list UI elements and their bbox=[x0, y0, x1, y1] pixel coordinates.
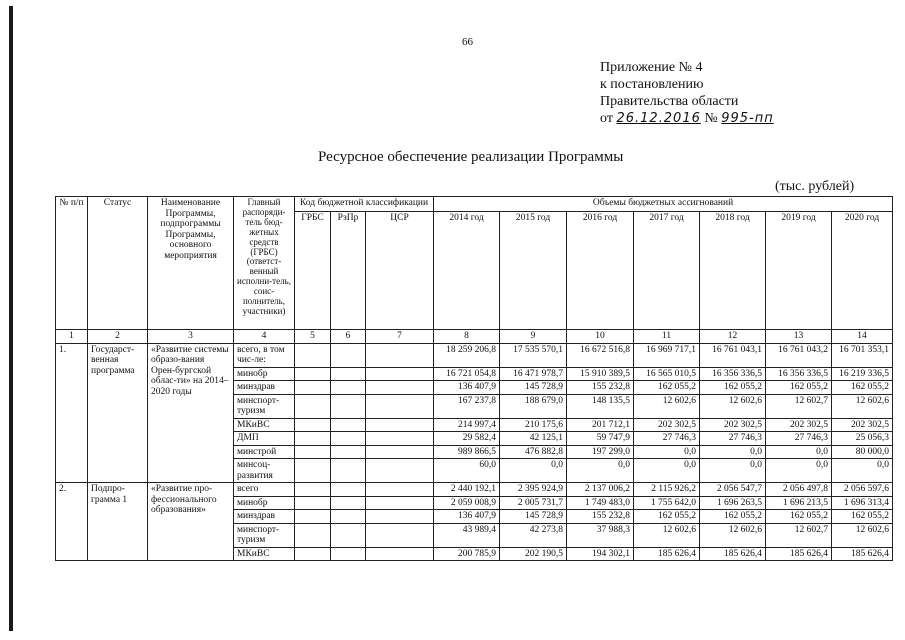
code-grbs-cell bbox=[295, 343, 331, 367]
header-status: Статус bbox=[88, 197, 148, 330]
amount-cell: 202 190,5 bbox=[500, 547, 567, 561]
appendix-line-1: Приложение № 4 bbox=[600, 60, 703, 75]
grbs-cell: всего bbox=[234, 483, 295, 497]
amount-cell: 145 728,9 bbox=[500, 510, 567, 524]
amount-cell: 0,0 bbox=[567, 459, 634, 483]
amount-cell: 202 302,5 bbox=[700, 418, 766, 432]
column-number-row bbox=[56, 330, 893, 344]
from-label: от bbox=[600, 111, 613, 126]
header-rzpr: РзПр bbox=[331, 212, 366, 330]
code-grbs-cell bbox=[295, 510, 331, 524]
amount-cell: 188 679,0 bbox=[500, 394, 567, 418]
code-csr-cell bbox=[366, 510, 434, 524]
amount-cell: 16 969 717,1 bbox=[634, 343, 700, 367]
status-cell: Подпро-грамма 1 bbox=[88, 483, 148, 561]
code-csr-cell bbox=[366, 381, 434, 395]
amount-cell: 155 232,8 bbox=[567, 510, 634, 524]
number-label: № bbox=[704, 111, 718, 126]
column-number: 8 bbox=[434, 330, 500, 344]
amount-cell: 0,0 bbox=[700, 445, 766, 459]
grbs-cell: минздрав bbox=[234, 381, 295, 395]
appendix-line-3: Правительства области bbox=[600, 94, 739, 109]
amount-cell: 0,0 bbox=[766, 445, 832, 459]
column-number: 14 bbox=[832, 330, 893, 344]
amount-cell: 201 712,1 bbox=[567, 418, 634, 432]
table-row bbox=[56, 343, 893, 367]
code-grbs-cell bbox=[295, 367, 331, 381]
amount-cell: 210 175,6 bbox=[500, 418, 567, 432]
amount-cell: 185 626,4 bbox=[634, 547, 700, 561]
amount-cell: 0,0 bbox=[766, 459, 832, 483]
code-rzpr-cell bbox=[331, 432, 366, 446]
amount-cell: 16 721 054,8 bbox=[434, 367, 500, 381]
column-number: 2 bbox=[88, 330, 148, 344]
amount-cell: 60,0 bbox=[434, 459, 500, 483]
amount-cell: 136 407,9 bbox=[434, 381, 500, 395]
grbs-cell: минспорт-туризм bbox=[234, 394, 295, 418]
amount-cell: 136 407,9 bbox=[434, 510, 500, 524]
amount-cell: 162 055,2 bbox=[700, 510, 766, 524]
header-year: 2017 год bbox=[634, 212, 700, 330]
column-number: 5 bbox=[295, 330, 331, 344]
header-year: 2016 год bbox=[567, 212, 634, 330]
code-rzpr-cell bbox=[331, 418, 366, 432]
amount-cell: 16 761 043,1 bbox=[700, 343, 766, 367]
code-csr-cell bbox=[366, 445, 434, 459]
amount-cell: 989 866,5 bbox=[434, 445, 500, 459]
code-csr-cell bbox=[366, 547, 434, 561]
amount-cell: 12 602,7 bbox=[766, 523, 832, 547]
amount-cell: 2 056 547,7 bbox=[700, 483, 766, 497]
amount-cell: 202 302,5 bbox=[832, 418, 893, 432]
code-grbs-cell bbox=[295, 459, 331, 483]
column-number: 10 bbox=[567, 330, 634, 344]
amount-cell: 0,0 bbox=[832, 459, 893, 483]
page-number: 66 bbox=[462, 36, 473, 48]
code-csr-cell bbox=[366, 523, 434, 547]
program-name-cell: «Развитие системы образо-вания Орен-бургской облас-ти» на 2014–2020 годы bbox=[148, 343, 234, 483]
appendix-line-4 bbox=[600, 110, 774, 127]
amount-cell: 197 299,0 bbox=[567, 445, 634, 459]
amount-cell: 1 696 213,5 bbox=[766, 496, 832, 510]
code-rzpr-cell bbox=[331, 367, 366, 381]
amount-cell: 16 356 336,5 bbox=[700, 367, 766, 381]
amount-cell: 12 602,6 bbox=[700, 523, 766, 547]
amount-cell: 80 000,0 bbox=[832, 445, 893, 459]
code-rzpr-cell bbox=[331, 496, 366, 510]
grbs-cell: минздрав bbox=[234, 510, 295, 524]
column-number: 1 bbox=[56, 330, 88, 344]
left-margin-bar bbox=[9, 6, 13, 631]
amount-cell: 27 746,3 bbox=[634, 432, 700, 446]
program-name-cell: «Развитие про-фессионального образования» bbox=[148, 483, 234, 561]
amount-cell: 155 232,8 bbox=[567, 381, 634, 395]
budget-table bbox=[55, 196, 893, 561]
column-number: 12 bbox=[700, 330, 766, 344]
code-grbs-cell bbox=[295, 445, 331, 459]
code-csr-cell bbox=[366, 496, 434, 510]
amount-cell: 2 115 926,2 bbox=[634, 483, 700, 497]
header-year: 2018 год bbox=[700, 212, 766, 330]
amount-cell: 16 219 336,5 bbox=[832, 367, 893, 381]
amount-cell: 42 273,8 bbox=[500, 523, 567, 547]
code-csr-cell bbox=[366, 432, 434, 446]
amount-cell: 167 237,8 bbox=[434, 394, 500, 418]
amount-cell: 18 259 206,8 bbox=[434, 343, 500, 367]
code-csr-cell bbox=[366, 367, 434, 381]
amount-cell: 16 356 336,5 bbox=[766, 367, 832, 381]
amount-cell: 16 701 353,1 bbox=[832, 343, 893, 367]
code-rzpr-cell bbox=[331, 445, 366, 459]
amount-cell: 27 746,3 bbox=[766, 432, 832, 446]
amount-cell: 16 565 010,5 bbox=[634, 367, 700, 381]
amount-cell: 27 746,3 bbox=[700, 432, 766, 446]
header-name: Наименование Программы, подпрограммы Программы, основного мероприятия bbox=[148, 197, 234, 330]
amount-cell: 12 602,6 bbox=[634, 394, 700, 418]
appendix-block bbox=[600, 59, 774, 127]
code-grbs-cell bbox=[295, 418, 331, 432]
handwritten-number: 995-пп bbox=[721, 111, 774, 126]
amount-cell: 162 055,2 bbox=[832, 510, 893, 524]
status-cell: Государст-венная программа bbox=[88, 343, 148, 483]
amount-cell: 194 302,1 bbox=[567, 547, 634, 561]
column-number: 9 bbox=[500, 330, 567, 344]
grbs-cell: минобр bbox=[234, 367, 295, 381]
amount-cell: 2 059 008,9 bbox=[434, 496, 500, 510]
document-title: Ресурсное обеспечение реализации Программы bbox=[318, 149, 624, 165]
header-year: 2015 год bbox=[500, 212, 567, 330]
amount-cell: 12 602,6 bbox=[700, 394, 766, 418]
amount-cell: 202 302,5 bbox=[634, 418, 700, 432]
header-year: 2019 год bbox=[766, 212, 832, 330]
grbs-cell: минспорт-туризм bbox=[234, 523, 295, 547]
code-csr-cell bbox=[366, 418, 434, 432]
amount-cell: 29 582,4 bbox=[434, 432, 500, 446]
code-csr-cell bbox=[366, 459, 434, 483]
header-grbs-main: Главный распоряди-тель бюд-жетных средств (ГРБС) (ответст-венный исполни-тель, соис-полнитель, участники) bbox=[234, 197, 295, 330]
handwritten-date: 26.12.2016 bbox=[616, 111, 701, 126]
header-year: 2020 год bbox=[832, 212, 893, 330]
code-grbs-cell bbox=[295, 496, 331, 510]
amount-cell: 12 602,7 bbox=[766, 394, 832, 418]
grbs-cell: МКиВС bbox=[234, 547, 295, 561]
amount-cell: 43 989,4 bbox=[434, 523, 500, 547]
amount-cell: 162 055,2 bbox=[766, 381, 832, 395]
header-code-group: Код бюджетной классификации bbox=[295, 197, 434, 212]
amount-cell: 12 602,6 bbox=[832, 394, 893, 418]
grbs-cell: минобр bbox=[234, 496, 295, 510]
header-grbs: ГРБС bbox=[295, 212, 331, 330]
amount-cell: 0,0 bbox=[634, 445, 700, 459]
column-number: 11 bbox=[634, 330, 700, 344]
grbs-cell: всего, в том чис-ле: bbox=[234, 343, 295, 367]
code-csr-cell bbox=[366, 343, 434, 367]
amount-cell: 148 135,5 bbox=[567, 394, 634, 418]
code-rzpr-cell bbox=[331, 523, 366, 547]
amount-cell: 2 005 731,7 bbox=[500, 496, 567, 510]
code-grbs-cell bbox=[295, 547, 331, 561]
amount-cell: 145 728,9 bbox=[500, 381, 567, 395]
amount-cell: 185 626,4 bbox=[766, 547, 832, 561]
amount-cell: 162 055,2 bbox=[634, 510, 700, 524]
amount-cell: 42 125,1 bbox=[500, 432, 567, 446]
amount-cell: 15 910 389,5 bbox=[567, 367, 634, 381]
amount-cell: 185 626,4 bbox=[700, 547, 766, 561]
code-csr-cell bbox=[366, 394, 434, 418]
grbs-cell: минсоц-развития bbox=[234, 459, 295, 483]
code-csr-cell bbox=[366, 483, 434, 497]
code-rzpr-cell bbox=[331, 343, 366, 367]
amount-cell: 476 882,8 bbox=[500, 445, 567, 459]
amount-cell: 0,0 bbox=[500, 459, 567, 483]
amount-cell: 1 749 483,0 bbox=[567, 496, 634, 510]
amount-cell: 0,0 bbox=[634, 459, 700, 483]
amount-cell: 162 055,2 bbox=[766, 510, 832, 524]
grbs-cell: ДМП bbox=[234, 432, 295, 446]
code-grbs-cell bbox=[295, 483, 331, 497]
amount-cell: 2 395 924,9 bbox=[500, 483, 567, 497]
code-rzpr-cell bbox=[331, 547, 366, 561]
row-number-cell: 2. bbox=[56, 483, 88, 561]
amount-cell: 25 056,3 bbox=[832, 432, 893, 446]
amount-cell: 16 471 978,7 bbox=[500, 367, 567, 381]
amount-cell: 2 440 192,1 bbox=[434, 483, 500, 497]
code-grbs-cell bbox=[295, 381, 331, 395]
table-row bbox=[56, 483, 893, 497]
header-year: 2014 год bbox=[434, 212, 500, 330]
code-grbs-cell bbox=[295, 394, 331, 418]
amount-cell: 1 755 642,0 bbox=[634, 496, 700, 510]
appendix-line-2: к постановлению bbox=[600, 77, 704, 92]
amount-cell: 0,0 bbox=[700, 459, 766, 483]
header-row-1 bbox=[56, 197, 893, 212]
amount-cell: 2 056 497,8 bbox=[766, 483, 832, 497]
amount-cell: 214 997,4 bbox=[434, 418, 500, 432]
amount-cell: 37 988,3 bbox=[567, 523, 634, 547]
amount-cell: 16 672 516,8 bbox=[567, 343, 634, 367]
units-label: (тыс. рублей) bbox=[775, 179, 855, 194]
row-number-cell: 1. bbox=[56, 343, 88, 483]
header-csr: ЦСР bbox=[366, 212, 434, 330]
code-rzpr-cell bbox=[331, 394, 366, 418]
code-rzpr-cell bbox=[331, 459, 366, 483]
code-rzpr-cell bbox=[331, 381, 366, 395]
amount-cell: 1 696 263,5 bbox=[700, 496, 766, 510]
code-rzpr-cell bbox=[331, 510, 366, 524]
amount-cell: 1 696 313,4 bbox=[832, 496, 893, 510]
amount-cell: 17 535 570,1 bbox=[500, 343, 567, 367]
code-grbs-cell bbox=[295, 432, 331, 446]
amount-cell: 200 785,9 bbox=[434, 547, 500, 561]
amount-cell: 162 055,2 bbox=[634, 381, 700, 395]
amount-cell: 162 055,2 bbox=[832, 381, 893, 395]
header-num: № п/п bbox=[56, 197, 88, 330]
code-grbs-cell bbox=[295, 523, 331, 547]
amount-cell: 202 302,5 bbox=[766, 418, 832, 432]
amount-cell: 12 602,6 bbox=[832, 523, 893, 547]
column-number: 6 bbox=[331, 330, 366, 344]
amount-cell: 12 602,6 bbox=[634, 523, 700, 547]
column-number: 7 bbox=[366, 330, 434, 344]
amount-cell: 59 747,9 bbox=[567, 432, 634, 446]
grbs-cell: МКиВС bbox=[234, 418, 295, 432]
column-number: 4 bbox=[234, 330, 295, 344]
column-number: 13 bbox=[766, 330, 832, 344]
amount-cell: 16 761 043,2 bbox=[766, 343, 832, 367]
grbs-cell: минстрой bbox=[234, 445, 295, 459]
amount-cell: 162 055,2 bbox=[700, 381, 766, 395]
amount-cell: 2 137 006,2 bbox=[567, 483, 634, 497]
code-rzpr-cell bbox=[331, 483, 366, 497]
header-volumes: Объемы бюджетных ассигнований bbox=[434, 197, 893, 212]
column-number: 3 bbox=[148, 330, 234, 344]
amount-cell: 185 626,4 bbox=[832, 547, 893, 561]
amount-cell: 2 056 597,6 bbox=[832, 483, 893, 497]
